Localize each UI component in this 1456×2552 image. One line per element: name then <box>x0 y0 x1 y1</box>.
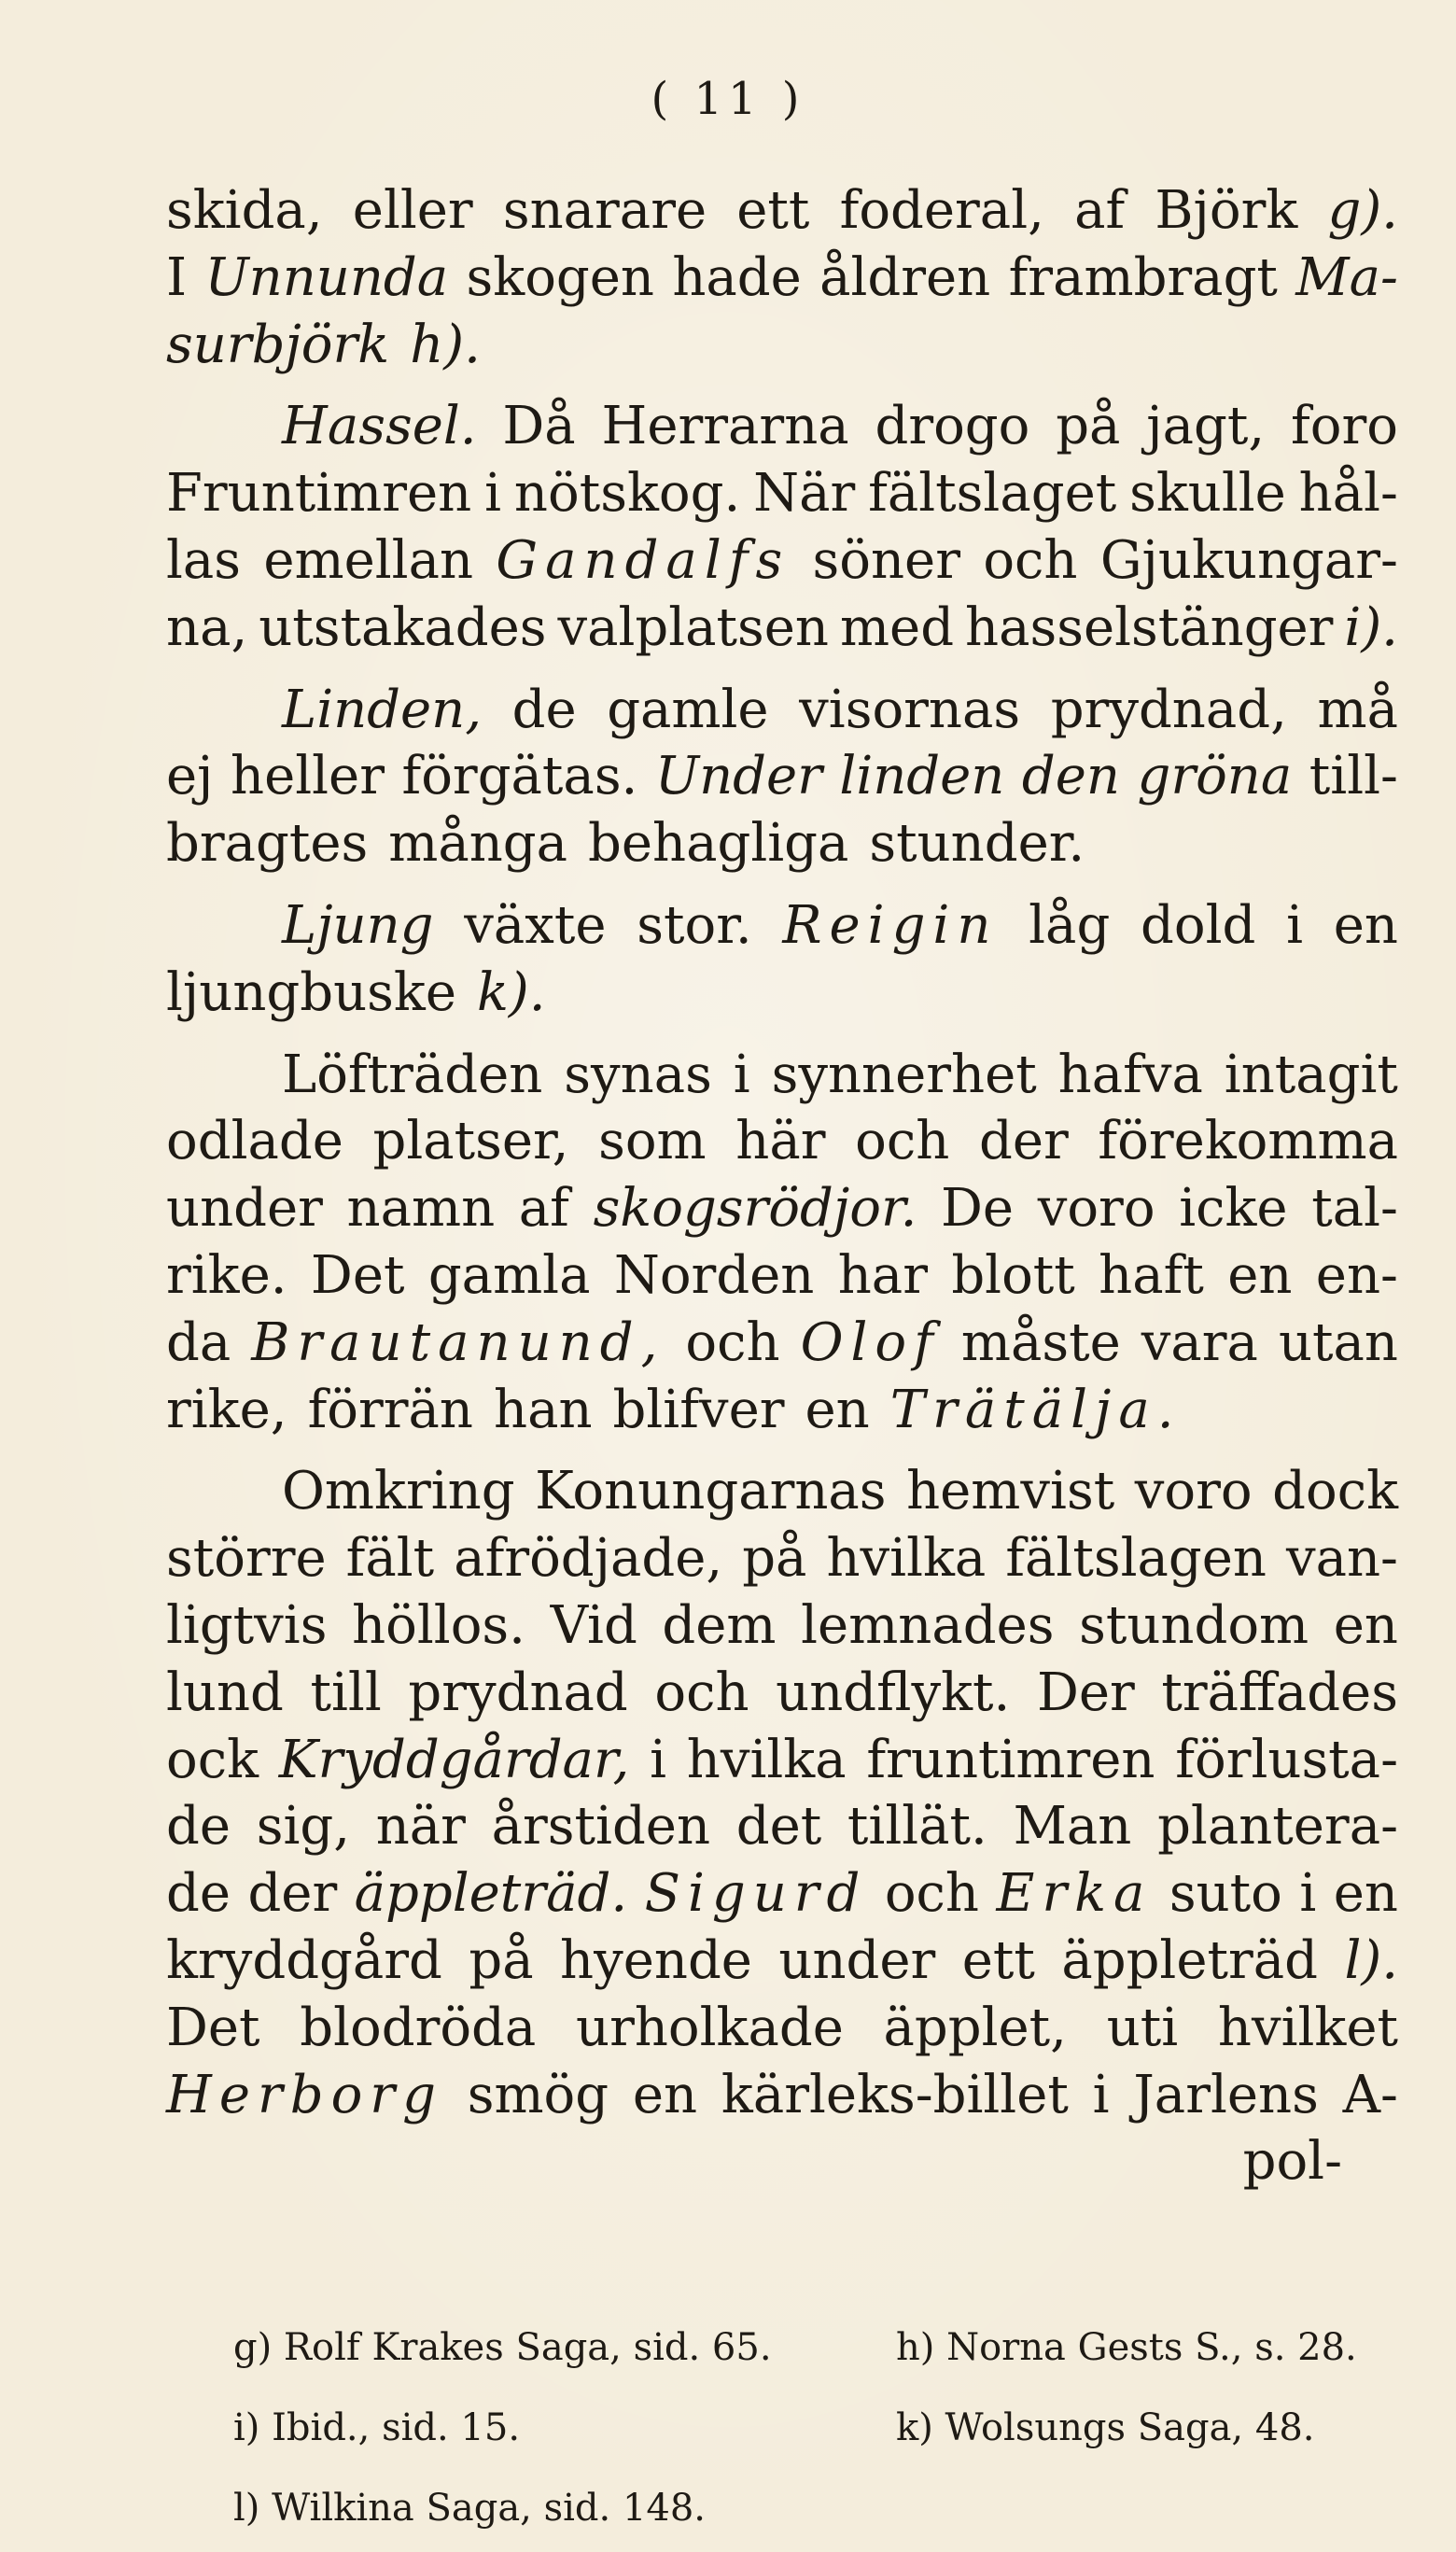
word: odlade <box>166 1111 343 1172</box>
word: Jarlens <box>1133 2064 1319 2125</box>
word: på <box>1056 396 1121 457</box>
word: förekomma <box>1098 1111 1398 1172</box>
word: voro <box>1037 1178 1155 1240</box>
word: När <box>753 463 856 525</box>
word: en- <box>1315 1244 1398 1306</box>
spaced-name: Brautanund, <box>251 1311 665 1373</box>
text-line <box>166 2062 1398 2129</box>
word: fältslaget <box>868 463 1117 525</box>
italic-term: Hassel. <box>282 396 477 457</box>
word: Vid <box>550 1594 637 1656</box>
word: måste <box>960 1311 1121 1373</box>
word: suto <box>1169 1863 1282 1925</box>
word: de <box>511 679 577 740</box>
word: voro <box>1134 1461 1253 1522</box>
word: skulle <box>1129 463 1286 525</box>
text-line <box>166 1310 1398 1377</box>
text-line <box>166 1928 1398 1995</box>
word: haft <box>1099 1244 1204 1306</box>
word: I <box>166 246 188 308</box>
word: foro <box>1291 396 1398 457</box>
word: ock <box>166 1729 259 1790</box>
word: lemnades <box>801 1594 1055 1656</box>
word: af <box>518 1178 569 1240</box>
word: större <box>166 1528 327 1590</box>
word: uti <box>1106 1997 1179 2058</box>
word: synnerhet <box>771 1044 1037 1105</box>
word: stor. <box>637 894 752 956</box>
word: Der <box>1036 1662 1135 1723</box>
footnote-line <box>233 2307 1400 2388</box>
word: och <box>855 1111 950 1172</box>
word: rike. <box>166 1244 287 1306</box>
word: De <box>941 1178 1015 1240</box>
word: låg <box>1029 894 1111 956</box>
word: här <box>735 1111 826 1172</box>
word: hyende <box>560 1929 752 1991</box>
word: under <box>166 1178 323 1240</box>
italic-term: Ma- <box>1295 246 1398 308</box>
word: en <box>1333 1594 1398 1656</box>
spaced-name: Trätälja. <box>889 1379 1182 1440</box>
word: las <box>166 529 242 591</box>
footnote-ref: k). <box>476 961 546 1023</box>
text-line <box>166 1592 1398 1660</box>
italic-term: Ljung <box>282 894 434 956</box>
footnote-l: l) Wilkina Saga, sid. 148. <box>233 2487 707 2530</box>
spaced-name: Herborg <box>166 2064 443 2125</box>
word: visornas <box>799 679 1021 740</box>
body-text <box>166 177 1398 2195</box>
word: lund <box>166 1662 284 1723</box>
word: da <box>166 1311 231 1373</box>
word: dem <box>662 1594 777 1656</box>
word: frambragt <box>1008 246 1278 308</box>
footnote-ref: h). <box>410 314 481 375</box>
spaced-name: Erka <box>996 1863 1153 1925</box>
word: icke <box>1179 1178 1288 1240</box>
word: i <box>1299 1863 1317 1925</box>
word: foderal, <box>839 180 1044 241</box>
word: ligtvis <box>166 1594 328 1656</box>
word: sig, <box>256 1796 350 1858</box>
word: fältslagen <box>1005 1528 1267 1590</box>
word: afrödjade, <box>454 1528 723 1590</box>
spaced-name: Gandalfs <box>496 529 791 591</box>
word: Fruntimren <box>166 463 472 525</box>
word: undflykt. <box>776 1662 1011 1723</box>
word: rike, <box>166 1379 287 1440</box>
italic-term: skogsrödjor. <box>593 1178 917 1240</box>
word: på <box>742 1528 807 1590</box>
word: gamle <box>607 679 769 740</box>
word: en <box>805 1379 870 1440</box>
text-line <box>166 527 1398 595</box>
word: af <box>1074 180 1126 241</box>
text-line <box>166 177 1398 245</box>
word: kryddgård <box>166 1929 442 1991</box>
word: dock <box>1272 1461 1398 1522</box>
footnote-line <box>233 2468 1400 2548</box>
word: van- <box>1285 1528 1398 1590</box>
word: skogen <box>466 246 654 308</box>
italic-term: gröna <box>1137 746 1293 807</box>
word: behagliga <box>588 813 849 875</box>
word: plantera- <box>1157 1796 1398 1858</box>
word: under <box>778 1929 936 1991</box>
text-line <box>166 1042 1398 1109</box>
word: ljungbuske <box>166 961 456 1023</box>
word: Herrarna <box>601 396 849 457</box>
word: hade <box>672 246 802 308</box>
text-line <box>166 1995 1398 2062</box>
text-line <box>166 677 1398 744</box>
text-line <box>166 810 1398 877</box>
word: jagt, <box>1146 396 1266 457</box>
italic-term: linden <box>839 746 1005 807</box>
word: förlusta- <box>1175 1729 1398 1790</box>
catchword: pol- <box>1242 2131 1342 2193</box>
text-line <box>166 1377 1398 1444</box>
word: stunder. <box>869 813 1085 875</box>
word: bragtes <box>166 813 369 875</box>
footnote-k: k) Wolsungs Saga, 48. <box>896 2406 1315 2449</box>
word: och <box>884 1863 979 1925</box>
text-line <box>166 245 1398 312</box>
word: en <box>1333 894 1398 956</box>
text-line <box>166 595 1398 662</box>
text-line <box>166 960 1398 1027</box>
word: må <box>1317 679 1398 740</box>
word: i <box>1286 894 1304 956</box>
word: Norden <box>613 1244 815 1306</box>
word: Det <box>310 1244 405 1306</box>
italic-term: Linden, <box>282 679 483 740</box>
word: utan <box>1278 1311 1398 1373</box>
spaced-name: Olof <box>800 1311 941 1373</box>
footnote-ref: l). <box>1344 1929 1398 1991</box>
footnote-ref: g). <box>1327 180 1398 241</box>
word: ett <box>736 180 810 241</box>
word: i <box>733 1044 750 1105</box>
word: snarare <box>502 180 707 241</box>
word: drogo <box>875 396 1030 457</box>
text-line <box>166 1727 1398 1794</box>
catchword-line <box>166 2128 1398 2195</box>
word: Konungarnas <box>535 1461 887 1522</box>
footnotes <box>233 2307 1400 2548</box>
word: Löfträden <box>282 1044 543 1105</box>
word: blott <box>951 1244 1075 1306</box>
word: hål- <box>1298 463 1398 525</box>
word: utstakades <box>259 596 547 658</box>
word: valplatsen <box>557 596 829 658</box>
text-line <box>166 460 1398 527</box>
word: han <box>494 1379 593 1440</box>
word: platser, <box>372 1111 569 1172</box>
italic-term: Under <box>654 746 822 807</box>
word: prydnad, <box>1050 679 1287 740</box>
word: åldren <box>819 246 991 308</box>
word: fält <box>345 1528 435 1590</box>
italic-term: surbjörk <box>166 314 390 375</box>
page-number: ( 11 ) <box>651 73 805 125</box>
word: en <box>1333 1863 1398 1925</box>
word: Det <box>166 1997 260 2058</box>
footnote-h: h) Norna Gests S., s. 28. <box>896 2326 1357 2369</box>
word: en <box>1227 1244 1293 1306</box>
word: det <box>735 1796 822 1858</box>
word: der <box>978 1111 1069 1172</box>
word: intagit <box>1224 1044 1398 1105</box>
word: hemvist <box>906 1461 1115 1522</box>
word: som <box>598 1111 707 1172</box>
word: förrän <box>307 1379 473 1440</box>
word: en <box>632 2064 698 2125</box>
word: heller <box>231 746 385 807</box>
text-line <box>166 393 1398 460</box>
word: och <box>654 1662 749 1723</box>
word: namn <box>346 1178 496 1240</box>
word: äppleträd <box>1061 1929 1318 1991</box>
footnote-ref: i). <box>1344 596 1398 658</box>
word: träffades <box>1161 1662 1398 1723</box>
word: med <box>839 596 955 658</box>
word: årstiden <box>491 1796 711 1858</box>
word: smög <box>467 2064 609 2125</box>
text-line <box>166 1660 1398 1727</box>
word: kärleks-billet <box>721 2064 1069 2125</box>
word: ett <box>961 1929 1035 1991</box>
footnote-line <box>233 2388 1400 2468</box>
word: tal- <box>1311 1178 1398 1240</box>
word: A- <box>1342 2064 1398 2125</box>
footnote-g: g) Rolf Krakes Saga, sid. 65. <box>233 2326 772 2369</box>
word: förgätas. <box>401 746 638 807</box>
word: stundom <box>1079 1594 1309 1656</box>
word: hvilket <box>1217 1997 1398 2058</box>
text-line <box>166 1242 1398 1310</box>
word: dold <box>1141 894 1256 956</box>
word: blifver <box>612 1379 785 1440</box>
word: nötskog. <box>513 463 741 525</box>
text-line <box>166 312 1398 379</box>
word: söner <box>812 529 960 591</box>
italic-term: Kryddgårdar, <box>278 1729 630 1790</box>
text-line <box>166 1458 1398 1525</box>
word: till <box>310 1662 382 1723</box>
word: prydnad <box>408 1662 628 1723</box>
word: emellan <box>263 529 474 591</box>
word: Omkring <box>282 1461 515 1522</box>
italic-term: Unnunda <box>204 246 449 308</box>
word: tillät. <box>847 1796 987 1858</box>
text-line <box>166 1860 1398 1928</box>
word: i <box>484 463 502 525</box>
text-line <box>166 1793 1398 1860</box>
word: höllos. <box>352 1594 525 1656</box>
word: urholkade <box>576 1997 844 2058</box>
text-line <box>166 1108 1398 1175</box>
italic-term: den <box>1021 746 1120 807</box>
word: på <box>469 1929 534 1991</box>
word: äpplet, <box>883 1997 1067 2058</box>
text-line <box>166 892 1398 960</box>
text-line <box>166 1525 1398 1592</box>
footnote-i: i) Ibid., sid. 15. <box>233 2406 521 2449</box>
word: eller <box>352 180 473 241</box>
word: vara <box>1141 1311 1258 1373</box>
word: hafva <box>1057 1044 1203 1105</box>
word: Man <box>1013 1796 1132 1858</box>
italic-term: äppleträd. <box>354 1863 628 1925</box>
word: har <box>837 1244 928 1306</box>
word: många <box>388 813 568 875</box>
word: hvilka <box>686 1729 847 1790</box>
word: ej <box>166 746 214 807</box>
spaced-name: Reigin <box>782 894 999 956</box>
word: blodröda <box>300 1997 537 2058</box>
word: när <box>375 1796 466 1858</box>
word: der <box>247 1863 338 1925</box>
word: växte <box>464 894 607 956</box>
word: Gjukungar- <box>1099 529 1398 591</box>
word: skida, <box>166 180 323 241</box>
word: hasselstänger <box>965 596 1334 658</box>
word: synas <box>564 1044 712 1105</box>
text-line <box>166 743 1398 810</box>
spaced-name: Sigurd <box>644 1863 868 1925</box>
word: de <box>166 1863 231 1925</box>
word: i <box>650 1729 667 1790</box>
word: de <box>166 1796 231 1858</box>
word: Björk <box>1155 180 1298 241</box>
word: gamla <box>427 1244 591 1306</box>
word: Då <box>502 396 576 457</box>
word: och <box>983 529 1078 591</box>
word: na, <box>166 596 248 658</box>
word: fruntimren <box>866 1729 1155 1790</box>
text-line <box>166 1175 1398 1242</box>
word: hvilka <box>826 1528 987 1590</box>
word: till- <box>1309 746 1398 807</box>
word: och <box>685 1311 780 1373</box>
word: i <box>1092 2064 1110 2125</box>
